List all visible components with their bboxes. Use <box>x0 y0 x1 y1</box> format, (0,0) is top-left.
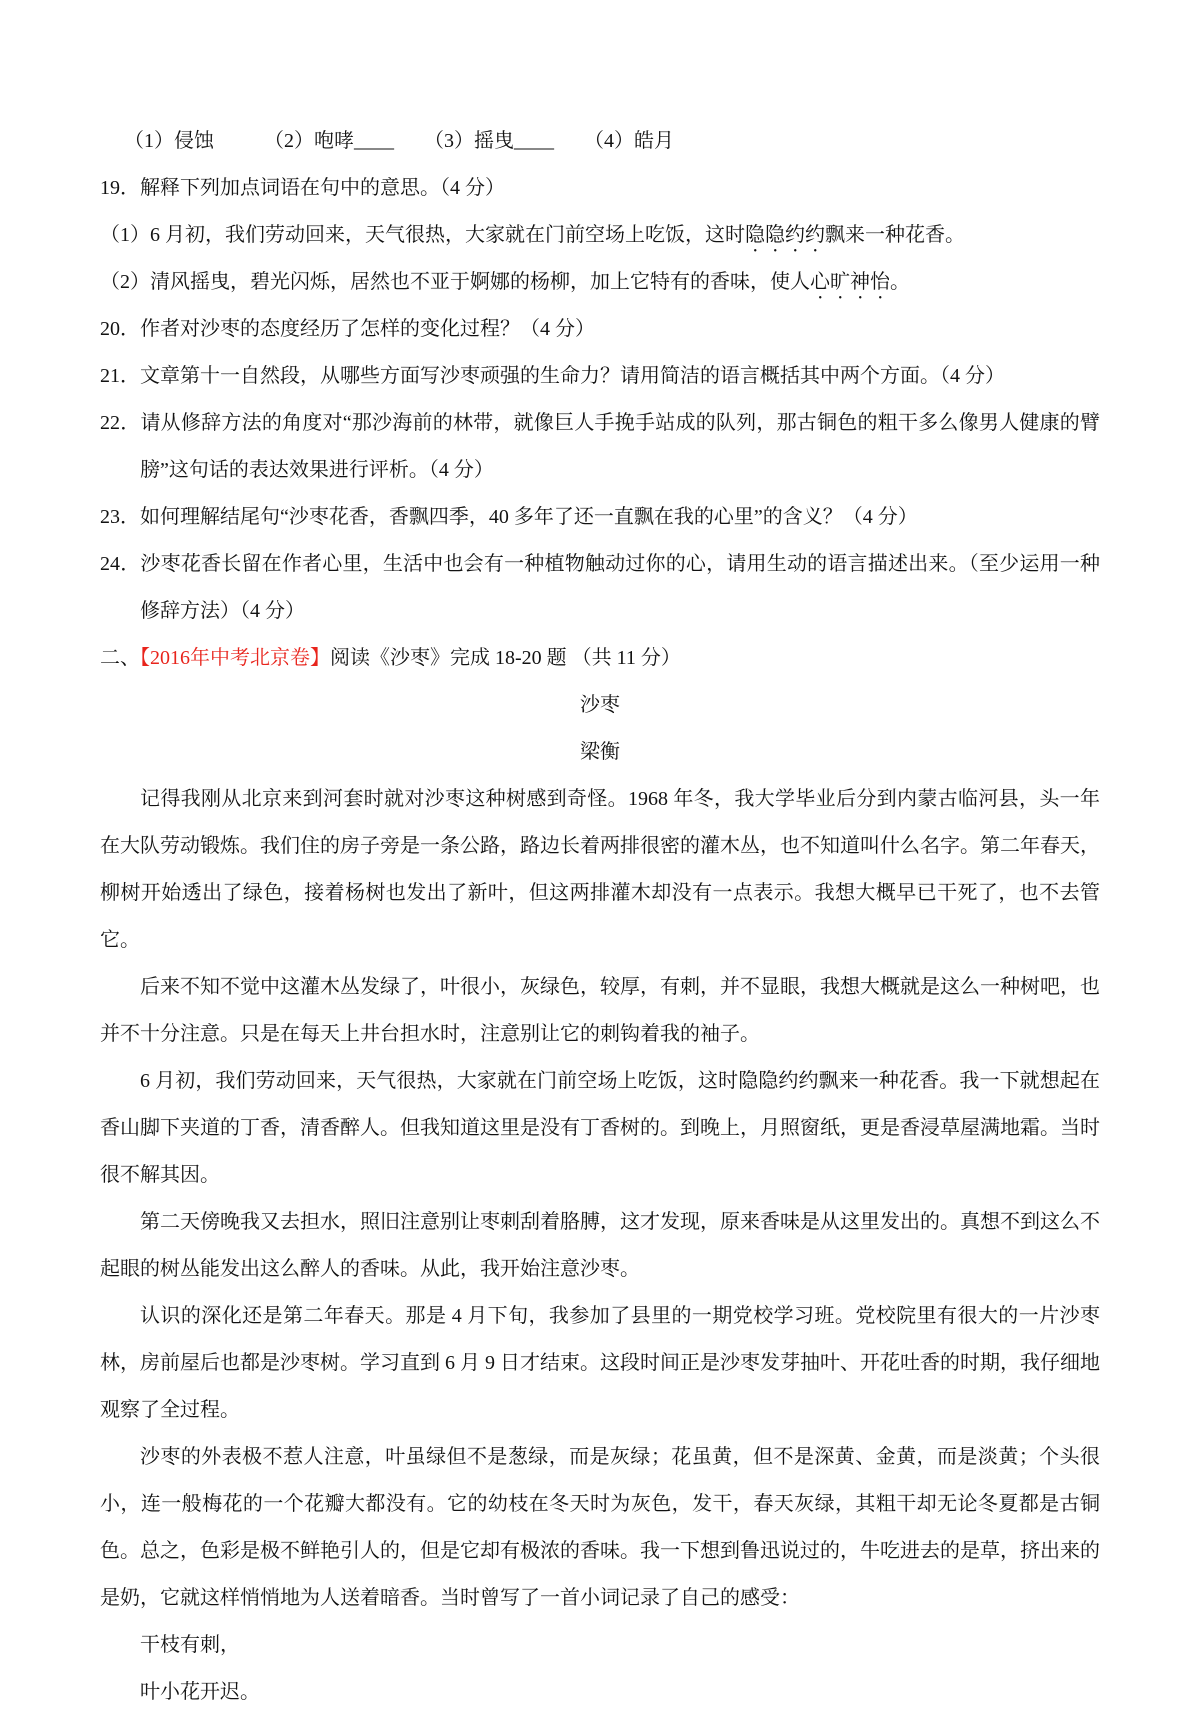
question-19-item-1-post: 飘来一种花香。 <box>825 224 965 246</box>
section-two-number: 二、 <box>100 647 140 669</box>
poem-line-2: 叶小花开迟。 <box>140 1681 260 1703</box>
fill-in-blanks-line: （1）侵蚀 （2）咆哮____ （3）摇曳____ （4）皓月 <box>124 130 674 152</box>
essay-title: 沙枣 <box>580 694 620 716</box>
essay-paragraph-5: 认识的深化还是第二年春天。那是 4 月下旬，我参加了县里的一期党校学习班。党校院里有很大的一片沙枣林，房前屋后也都是沙枣树。学习直到 6 月 9 日才结束。这段时间正是沙枣发芽抽叶、开花吐香的时期，我仔细地观察了全过程。 <box>100 1305 1100 1421</box>
essay-paragraph-2: 后来不知不觉中这灌木丛发绿了，叶很小，灰绿色，较厚，有刺，并不显眼，我想大概就是这么一种树吧，也并不十分注意。只是在每天上井台担水时，注意别让它的刺钩着我的袖子。 <box>100 976 1100 1045</box>
section-two-header <box>100 635 1100 682</box>
question-19-stem: 19．解释下列加点词语在句中的意思。（4 分） <box>100 177 505 199</box>
essay-paragraph-1: 记得我刚从北京来到河套时就对沙枣这种树感到奇怪。1968 年冬，我大学毕业后分到内蒙古临河县，头一年在大队劳动锻炼。我们住的房子旁是一条公路，路边长着两排很密的灌木丛，也不知道叫什么名字。第二年春天，柳树开始透出了绿色，接着杨树也发出了新叶，但这两排灌木却没有一点表示。我想大概早已干死了，也不去管它。 <box>100 788 1100 951</box>
essay-paragraph-4: 第二天傍晚我又去担水，照旧注意别让枣刺刮着胳膊，这才发现，原来香味是从这里发出的。真想不到这么不起眼的树丛能发出这么醉人的香味。从此，我开始注意沙枣。 <box>100 1211 1100 1280</box>
question-19-item-1-pre: （1）6 月初，我们劳动回来，天气很热，大家就在门前空场上吃饭，这时 <box>100 224 745 246</box>
exam-source-tag: 【2016年中考北京卷】 <box>140 647 330 669</box>
question-20: 20．作者对沙枣的态度经历了怎样的变化过程？（4 分） <box>100 318 595 340</box>
question-23: 23．如何理解结尾句“沙枣花香，香飘四季，40 多年了还一直飘在我的心里”的含义？（4 分） <box>100 506 918 528</box>
question-19-item-2-emphasized-word: 心旷神怡 <box>810 271 890 293</box>
essay-paragraph-3: 6 月初，我们劳动回来，天气很热，大家就在门前空场上吃饭，这时隐隐约约飘来一种花香。我一下就想起在香山脚下夹道的丁香，清香醉人。但我知道这里是没有丁香树的。到晚上，月照窗纸，更是香浸草屋满地霜。当时很不解其因。 <box>100 1070 1100 1186</box>
essay-author: 梁衡 <box>580 741 620 763</box>
question-19-item-1 <box>100 212 1100 259</box>
question-24: 24．沙枣花香长留在作者心里，生活中也会有一种植物触动过你的心，请用生动的语言描述出来。（至少运用一种修辞方法）（4 分） <box>100 553 1100 622</box>
question-19-item-1-emphasized-word: 隐隐约约 <box>745 224 825 246</box>
question-19-item-2 <box>100 259 1100 306</box>
question-21: 21．文章第十一自然段，从哪些方面写沙枣顽强的生命力？请用简洁的语言概括其中两个方面。（4 分） <box>100 365 1005 387</box>
poem-line-1: 干枝有刺， <box>140 1634 240 1656</box>
essay-paragraph-6: 沙枣的外表极不惹人注意，叶虽绿但不是葱绿，而是灰绿；花虽黄，但不是深黄、金黄，而是淡黄；个头很小，连一般梅花的一个花瓣大都没有。它的幼枝在冬天时为灰色，发干，春天灰绿，其粗干却无论冬夏都是古铜色。总之，色彩是极不鲜艳引人的，但是它却有极浓的香味。我一下想到鲁迅说过的，牛吃进去的是草，挤出来的是奶，它就这样悄悄地为人送着暗香。当时曾写了一首小词记录了自己的感受： <box>100 1446 1100 1609</box>
question-19-item-2-pre: （2）清风摇曳，碧光闪烁，居然也不亚于婀娜的杨柳，加上它特有的香味，使人 <box>100 271 810 293</box>
question-19-item-2-post: 。 <box>890 271 910 293</box>
question-22: 22．请从修辞方法的角度对“那沙海前的林带，就像巨人手挽手站成的队列，那古铜色的粗干多么像男人健康的臂膀”这句话的表达效果进行评析。（4 分） <box>100 412 1100 481</box>
section-two-instruction: 阅读《沙枣》完成 18-20 题 （共 11 分） <box>330 647 681 669</box>
